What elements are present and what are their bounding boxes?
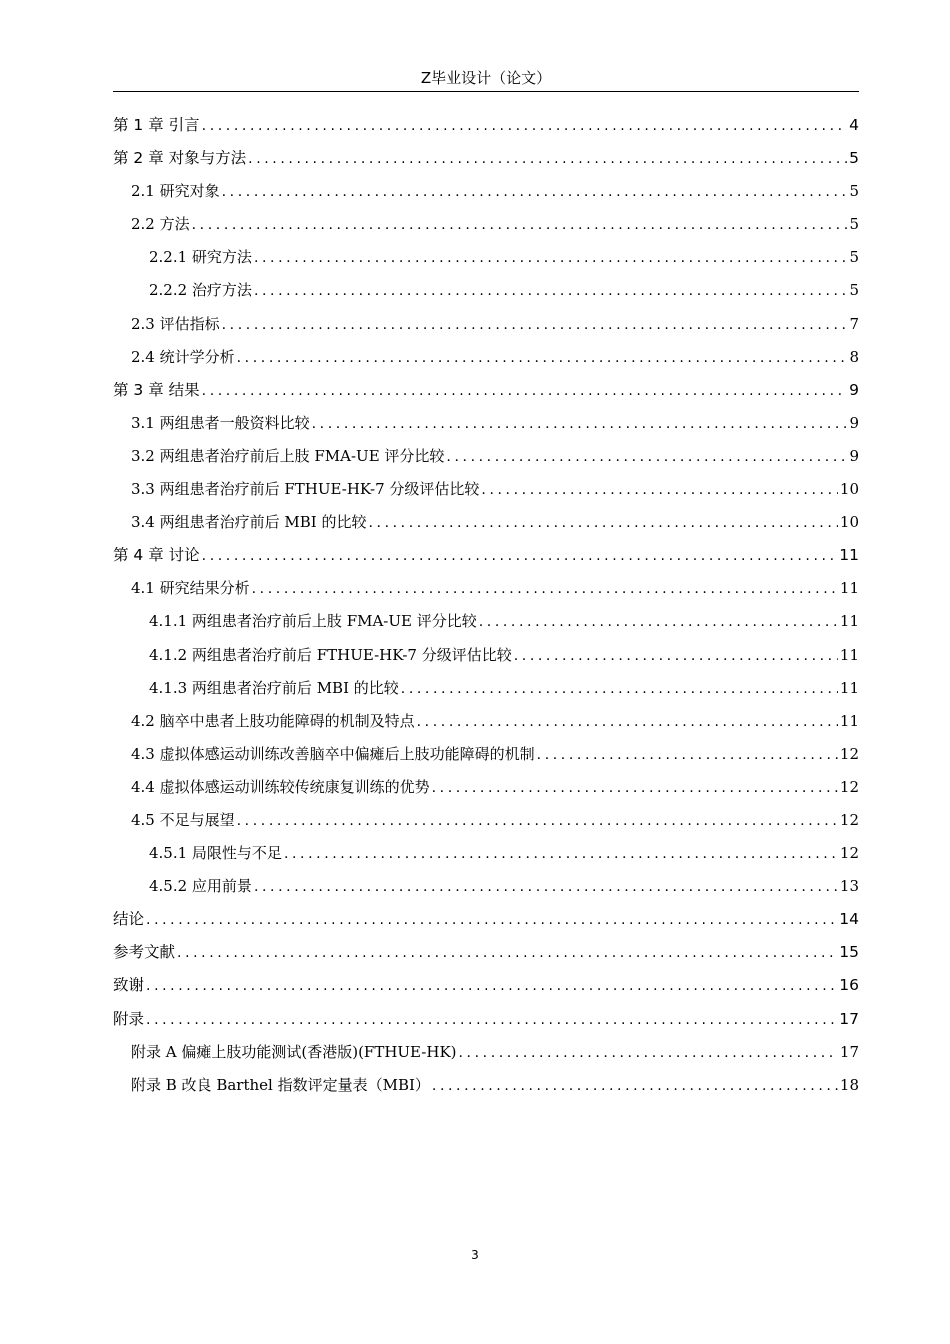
toc-entry-title: 参考文献 bbox=[113, 943, 176, 962]
toc-entry-title: 第 4 章 讨论 bbox=[113, 546, 200, 565]
toc-entry-page: 11 bbox=[839, 612, 859, 631]
toc-entry[interactable] bbox=[113, 341, 859, 374]
toc-entry-page: 14 bbox=[839, 910, 859, 929]
toc-entry[interactable] bbox=[113, 705, 859, 738]
toc-entry[interactable] bbox=[113, 506, 859, 539]
toc-leader-dots bbox=[537, 739, 838, 772]
toc-leader-dots bbox=[459, 1037, 838, 1070]
toc-entry[interactable] bbox=[113, 374, 859, 407]
toc-leader-dots bbox=[252, 573, 838, 606]
toc-leader-dots bbox=[254, 871, 838, 904]
toc-leader-dots bbox=[446, 441, 847, 474]
toc-leader-dots bbox=[222, 309, 848, 342]
toc-entry-title: 4.1.3 两组患者治疗前后 MBI 的比较 bbox=[149, 678, 399, 697]
toc-leader-dots bbox=[202, 375, 847, 408]
toc-leader-dots bbox=[368, 507, 837, 540]
toc-leader-dots bbox=[254, 242, 848, 275]
toc-entry-title: 4.1 研究结果分析 bbox=[131, 579, 250, 598]
toc-entry-page: 5 bbox=[849, 215, 859, 234]
toc-entry-title: 3.2 两组患者治疗前后上肢 FMA-UE 评分比较 bbox=[131, 446, 445, 465]
toc-entry-page: 12 bbox=[839, 844, 859, 863]
toc-entry-page: 11 bbox=[839, 546, 859, 565]
toc-entry-page: 5 bbox=[849, 149, 859, 168]
toc-entry-page: 5 bbox=[849, 182, 859, 201]
toc-entry-page: 5 bbox=[849, 281, 859, 300]
toc-entry-title: 4.2 脑卒中患者上肢功能障碍的机制及特点 bbox=[131, 711, 415, 730]
toc-entry-title: 第 3 章 结果 bbox=[113, 380, 200, 399]
toc-leader-dots bbox=[202, 540, 838, 573]
toc-entry-page: 18 bbox=[839, 1075, 859, 1094]
toc-leader-dots bbox=[146, 904, 837, 937]
toc-entry-title: 4.5 不足与展望 bbox=[131, 810, 235, 829]
toc-entry-page: 11 bbox=[839, 645, 859, 664]
table-of-contents bbox=[113, 109, 859, 1102]
toc-entry[interactable] bbox=[113, 605, 859, 638]
toc-entry[interactable] bbox=[113, 639, 859, 672]
toc-entry-title: 2.1 研究对象 bbox=[131, 182, 220, 201]
toc-entry-title: 2.4 统计学分析 bbox=[131, 347, 235, 366]
toc-entry-title: 2.2.2 治疗方法 bbox=[149, 281, 252, 300]
toc-leader-dots bbox=[177, 937, 837, 970]
toc-entry-title: 第 2 章 对象与方法 bbox=[113, 149, 247, 168]
toc-entry-title: 4.1.2 两组患者治疗前后 FTHUE-HK-7 分级评估比较 bbox=[149, 645, 512, 664]
toc-entry[interactable] bbox=[113, 142, 859, 175]
toc-entry-title: 致谢 bbox=[113, 976, 145, 995]
toc-entry-page: 10 bbox=[839, 513, 859, 532]
toc-entry-title: 4.3 虚拟体感运动训练改善脑卒中偏瘫后上肢功能障碍的机制 bbox=[131, 744, 535, 763]
toc-entry[interactable] bbox=[113, 407, 859, 440]
toc-entry-title: 3.4 两组患者治疗前后 MBI 的比较 bbox=[131, 513, 367, 532]
header-divider bbox=[113, 91, 859, 92]
toc-entry-page: 12 bbox=[839, 777, 859, 796]
toc-leader-dots bbox=[237, 805, 838, 838]
toc-entry[interactable] bbox=[113, 539, 859, 572]
toc-entry[interactable] bbox=[113, 308, 859, 341]
toc-leader-dots bbox=[432, 1070, 838, 1103]
toc-entry[interactable] bbox=[113, 969, 859, 1002]
toc-entry-page: 15 bbox=[839, 943, 859, 962]
toc-entry-page: 11 bbox=[839, 579, 859, 598]
page-number: 3 bbox=[471, 1248, 479, 1262]
toc-entry-page: 9 bbox=[849, 380, 859, 399]
toc-entry[interactable] bbox=[113, 1003, 859, 1036]
toc-entry[interactable] bbox=[113, 175, 859, 208]
toc-entry[interactable] bbox=[113, 109, 859, 142]
toc-entry-title: 3.1 两组患者一般资料比较 bbox=[131, 413, 310, 432]
toc-entry[interactable] bbox=[113, 903, 859, 936]
toc-entry-page: 17 bbox=[839, 1042, 859, 1061]
toc-entry-title: 4.5.2 应用前景 bbox=[149, 877, 252, 896]
toc-entry-page: 12 bbox=[839, 744, 859, 763]
toc-leader-dots bbox=[432, 772, 838, 805]
toc-entry[interactable] bbox=[113, 870, 859, 903]
toc-entry-page: 4 bbox=[849, 116, 859, 134]
toc-entry-page: 11 bbox=[839, 711, 859, 730]
toc-entry[interactable] bbox=[113, 208, 859, 241]
toc-entry[interactable] bbox=[113, 738, 859, 771]
toc-entry[interactable] bbox=[113, 771, 859, 804]
toc-leader-dots bbox=[222, 176, 848, 209]
toc-entry-page: 8 bbox=[849, 347, 859, 366]
toc-leader-dots bbox=[254, 275, 848, 308]
page-header-title: Z毕业设计（论文） bbox=[420, 69, 552, 87]
toc-entry[interactable] bbox=[113, 241, 859, 274]
toc-entry-title: 2.2.1 研究方法 bbox=[149, 248, 252, 267]
toc-entry[interactable] bbox=[113, 936, 859, 969]
toc-leader-dots bbox=[401, 673, 838, 706]
toc-leader-dots bbox=[237, 342, 848, 375]
toc-leader-dots bbox=[284, 838, 838, 871]
toc-entry-title: 附录 bbox=[113, 1009, 145, 1028]
toc-entry[interactable] bbox=[113, 473, 859, 506]
toc-entry-page: 7 bbox=[849, 314, 859, 333]
toc-entry-title: 4.5.1 局限性与不足 bbox=[149, 844, 282, 863]
toc-entry-page: 10 bbox=[839, 480, 859, 499]
toc-entry[interactable] bbox=[113, 837, 859, 870]
toc-leader-dots bbox=[312, 408, 848, 441]
toc-entry-page: 12 bbox=[839, 810, 859, 829]
toc-entry-title: 结论 bbox=[113, 910, 145, 929]
toc-entry-page: 17 bbox=[839, 1009, 859, 1028]
toc-entry-title: 第 1 章 引言 bbox=[113, 116, 200, 134]
toc-entry-title: 4.1.1 两组患者治疗前后上肢 FMA-UE 评分比较 bbox=[149, 612, 477, 631]
toc-leader-dots bbox=[146, 970, 837, 1003]
toc-entry[interactable] bbox=[113, 1069, 859, 1102]
toc-entry-page: 13 bbox=[839, 877, 859, 896]
toc-leader-dots bbox=[481, 474, 838, 507]
toc-entry-page: 9 bbox=[849, 413, 859, 432]
toc-entry[interactable] bbox=[113, 804, 859, 837]
toc-entry[interactable] bbox=[113, 440, 859, 473]
toc-leader-dots bbox=[479, 606, 838, 639]
toc-entry[interactable] bbox=[113, 572, 859, 605]
toc-entry-title: 3.3 两组患者治疗前后 FTHUE-HK-7 分级评估比较 bbox=[131, 480, 480, 499]
toc-leader-dots bbox=[417, 706, 838, 739]
toc-entry-page: 11 bbox=[839, 678, 859, 697]
toc-leader-dots bbox=[248, 143, 847, 176]
toc-entry[interactable] bbox=[113, 274, 859, 307]
toc-leader-dots bbox=[202, 110, 847, 143]
toc-entry-title: 2.2 方法 bbox=[131, 215, 190, 234]
toc-leader-dots bbox=[514, 640, 838, 673]
toc-entry[interactable] bbox=[113, 672, 859, 705]
toc-entry-title: 4.4 虚拟体感运动训练较传统康复训练的优势 bbox=[131, 777, 430, 796]
toc-entry-title: 2.3 评估指标 bbox=[131, 314, 220, 333]
toc-entry-title: 附录 B 改良 Barthel 指数评定量表（MBI） bbox=[131, 1075, 430, 1094]
toc-entry[interactable] bbox=[113, 1036, 859, 1069]
toc-entry-page: 5 bbox=[849, 248, 859, 267]
toc-entry-title: 附录 A 偏瘫上肢功能测试(香港版)(FTHUE-HK) bbox=[131, 1042, 457, 1061]
toc-entry-page: 9 bbox=[849, 446, 859, 465]
toc-leader-dots bbox=[146, 1004, 837, 1037]
toc-leader-dots bbox=[192, 209, 848, 242]
toc-entry-page: 16 bbox=[839, 976, 859, 995]
